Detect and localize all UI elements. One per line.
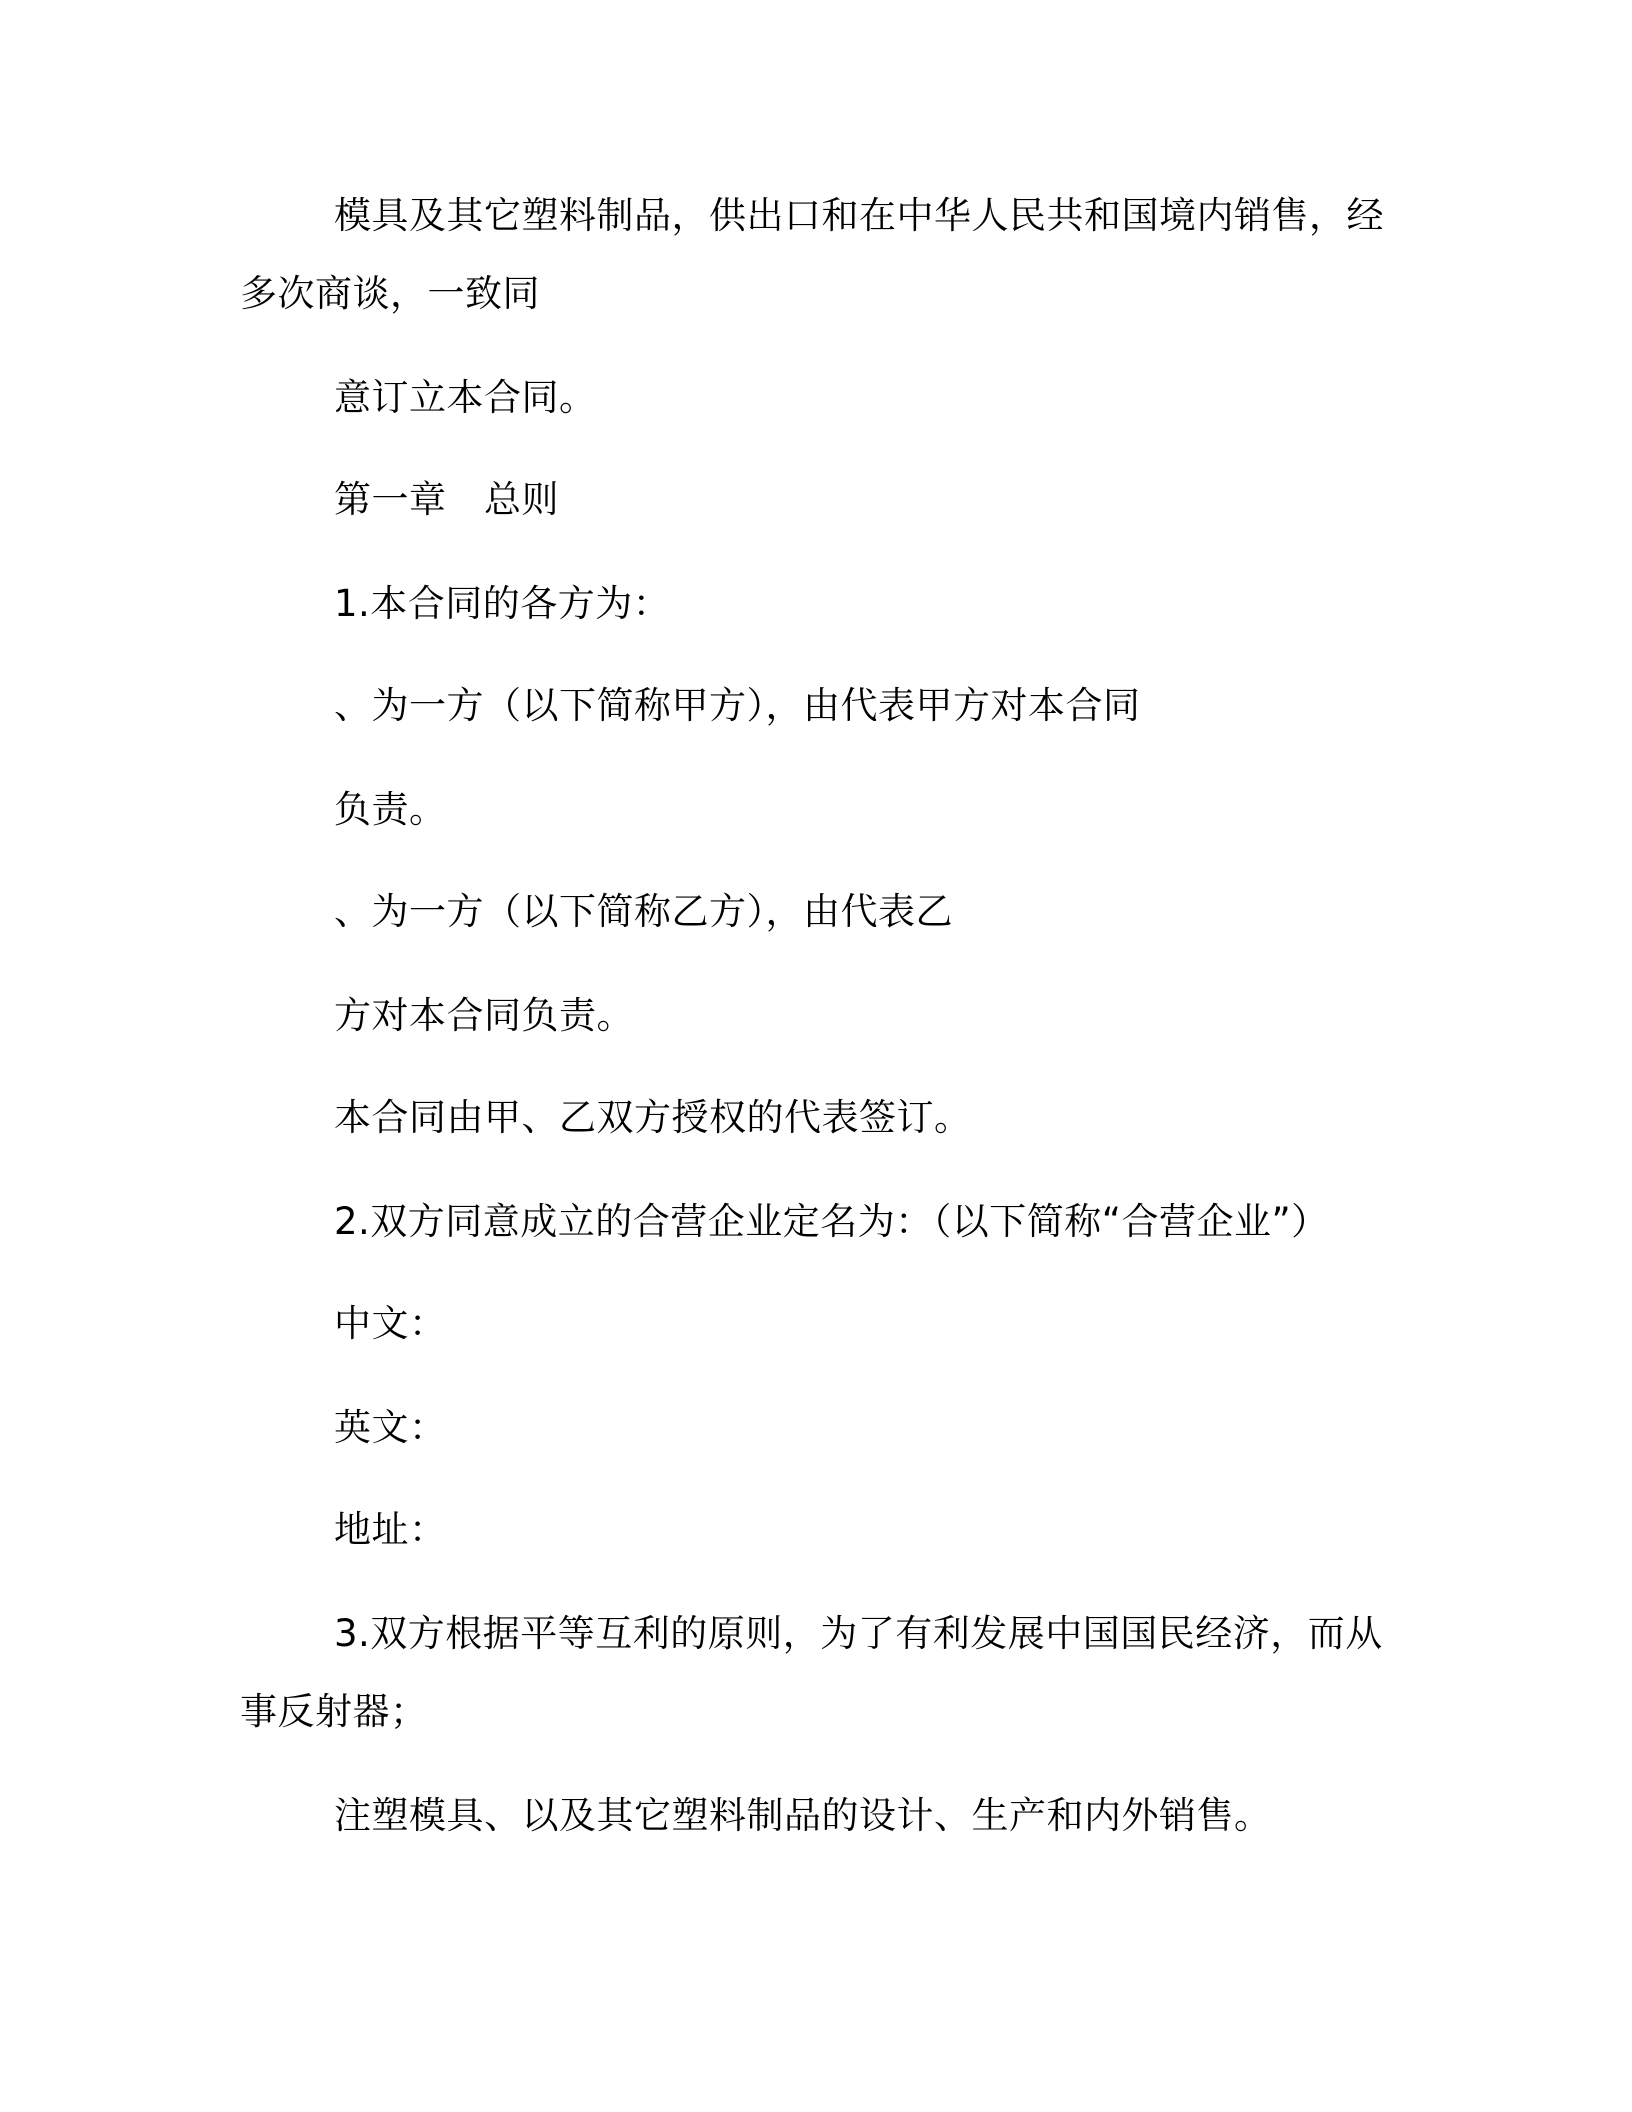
paragraph-line: 事反射器； bbox=[240, 1690, 428, 1733]
paragraph-line: 、为一方（以下简称甲方），由代表甲方对本合同 bbox=[334, 684, 1141, 727]
paragraph-line: 意订立本合同。 bbox=[334, 376, 597, 419]
paragraph-line: 本合同由甲、乙双方授权的代表签订。 bbox=[334, 1096, 972, 1139]
field-label-chinese: 中文： bbox=[334, 1302, 447, 1345]
clause-heading: 2.双方同意成立的合营企业定名为：（以下简称“合营企业”） bbox=[334, 1200, 1329, 1243]
paragraph-line: 注塑模具、以及其它塑料制品的设计、生产和内外销售。 bbox=[334, 1794, 1272, 1837]
field-label-english: 英文： bbox=[334, 1406, 447, 1449]
paragraph-line: 多次商谈，一致同 bbox=[240, 272, 540, 315]
paragraph-line: 负责。 bbox=[334, 788, 447, 831]
paragraph-line: 、为一方（以下简称乙方），由代表乙 bbox=[334, 890, 953, 933]
field-label-address: 地址： bbox=[334, 1508, 447, 1551]
clause-heading: 3.双方根据平等互利的原则，为了有利发展中国国民经济，而从 bbox=[334, 1612, 1383, 1655]
clause-heading: 1.本合同的各方为： bbox=[334, 582, 671, 625]
chapter-heading: 第一章 总则 bbox=[334, 478, 559, 521]
paragraph-line: 方对本合同负责。 bbox=[334, 994, 634, 1037]
paragraph-line: 模具及其它塑料制品，供出口和在中华人民共和国境内销售，经 bbox=[334, 194, 1384, 237]
